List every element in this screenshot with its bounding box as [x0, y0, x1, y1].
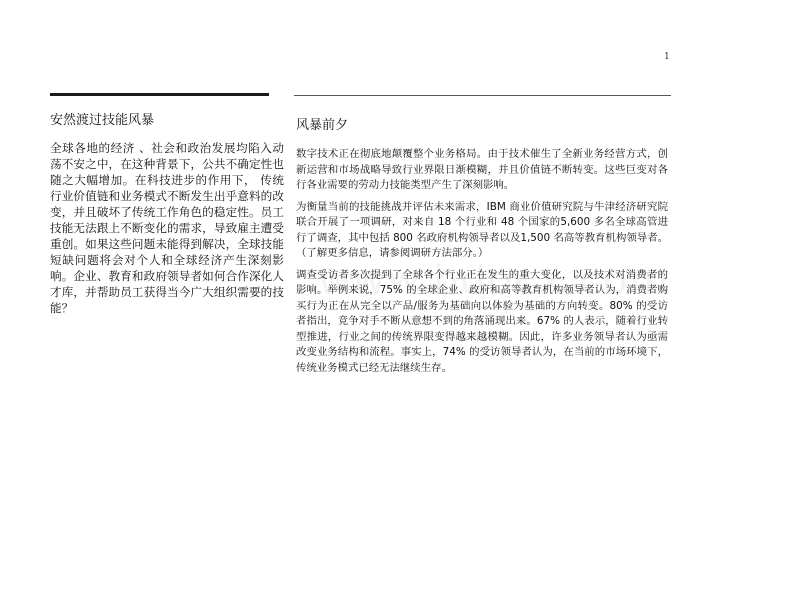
body-paragraph: 调查受访者多次提到了全球各个行业正在发生的重大变化，以及技术对消费者的影响。举例来说，75% 的全球企业、政府和高等教育机构领导者认为，消费者购买行为正在从完全以产品/服务为基础向以体验为基础的方向转变。80% 的受访者指出，竞争对手不断从意想不到的角落涌现出来。67% 的人表示，随着行业转型推进，行业之间的传统界限变得越来越模糊。因此，许多业务领导者认为亟需改变业务结构和流程。事实上，74% 的受访领导者认为，在当前的市场环境下，传统业务模式已经无法继续生存。	[296, 268, 668, 374]
sidebar-body: 全球各地的经济 、社会和政治发展均陷入动荡不安之中，在这种背景下，公共不确定性也随之大幅增加。在科技进步的作用下， 传统行业价值链和业务模式不断发生出乎意料的改变，并且破坏了传统工作角色的稳定性。员工技能无法跟上不断变化的需求，导致雇主遭受重创。如果这些问题未能得到解决，全球技能短缺问题将会对个人和全球经济产生深刻影响。企业、教育和政府领导者如何合作深化人才库，并帮助员工获得当今广大组织需要的技能？	[50, 141, 284, 315]
left-heading-rule	[50, 93, 269, 96]
body-paragraph: 数字技术正在彻底地颠覆整个业务格局。由于技术催生了全新业务经营方式，创新运营和市场战略导致行业界限日渐模糊，并且价值链不断转变。这些巨变对各行各业需要的劳动力技能类型产生了深刻影响。	[296, 148, 668, 191]
main-column	[296, 147, 668, 382]
sidebar-title: 安然渡过技能风暴	[50, 113, 155, 128]
right-heading-rule	[294, 95, 671, 96]
section-title: 风暴前夕	[296, 118, 349, 133]
page-number: 1	[664, 52, 670, 62]
body-paragraph: 为衡量当前的技能挑战并评估未来需求，IBM 商业价值研究院与牛津经济研究院联合开展了一项调研，对来自 18 个行业和 48 个国家的5,600 多名全球高管进行了调查，其中包括 800 名政府机构领导者以及1,500 名高等教育机构领导者。（了解更多信息，请参阅调研方法部分。）	[296, 200, 668, 259]
